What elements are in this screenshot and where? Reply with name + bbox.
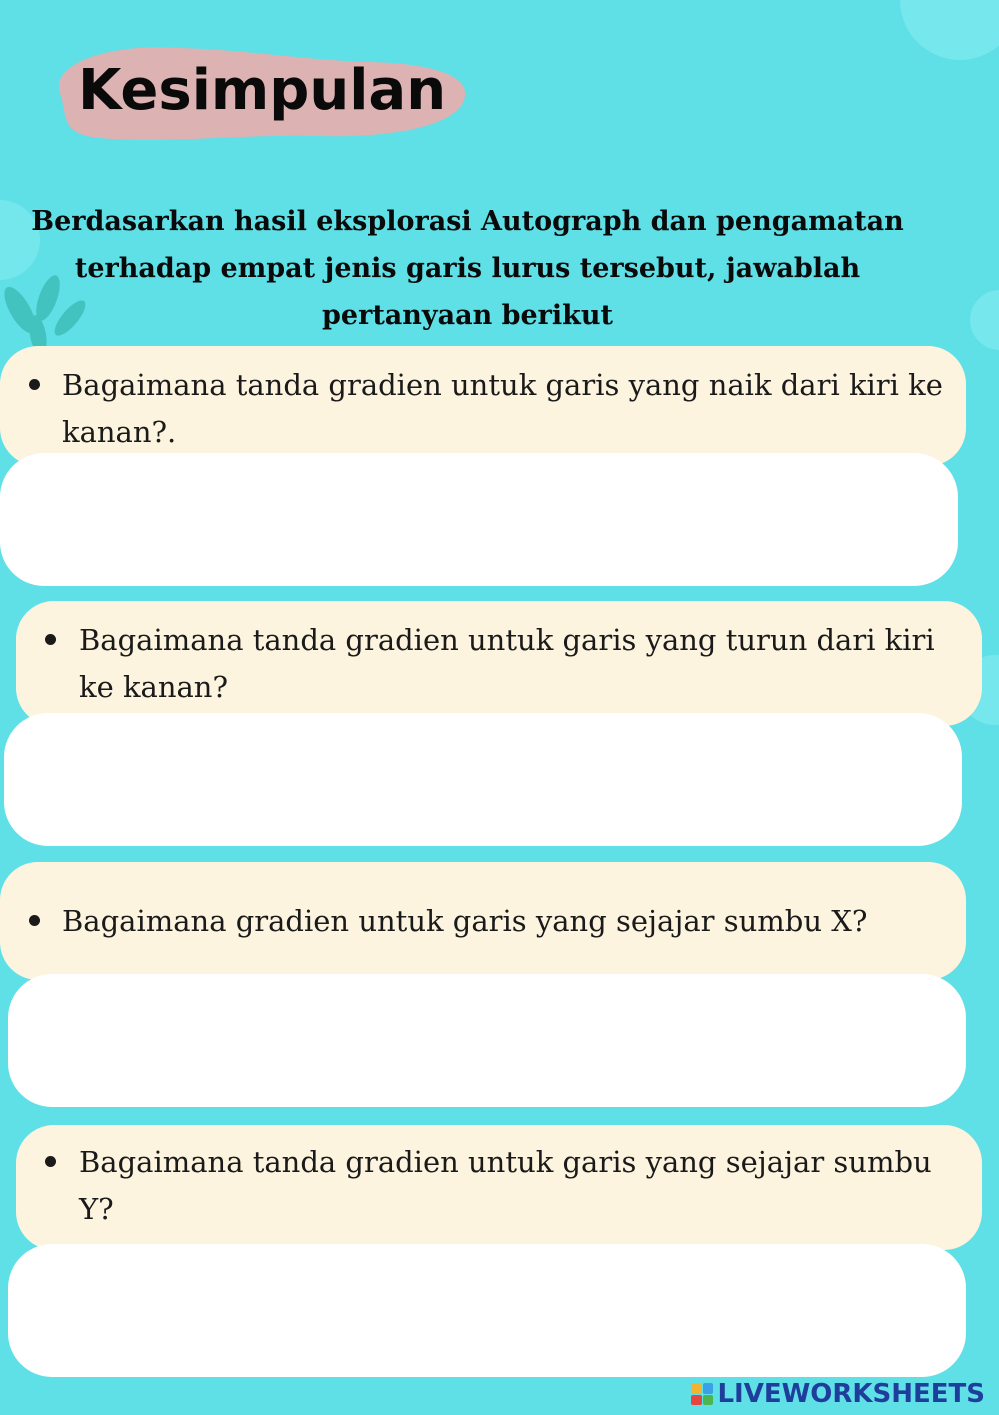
bullet-icon [29, 915, 40, 926]
question-text-4: Bagaimana tanda gradien untuk garis yang sejajar sumbu Y? [79, 1145, 932, 1226]
bullet-icon [45, 1156, 56, 1167]
liveworksheets-logo-icon [691, 1383, 713, 1405]
bullet-icon [45, 634, 56, 645]
question-text-3: Bagaimana gradien untuk garis yang sejajar sumbu X? [62, 904, 868, 938]
brand-name: LIVEWORKSHEETS [717, 1379, 985, 1409]
bullet-icon [29, 379, 40, 390]
answer-input-1[interactable] [0, 453, 958, 586]
answer-input-2[interactable] [4, 713, 962, 846]
question-text-2: Bagaimana tanda gradien untuk garis yang turun dari kiri ke kanan? [79, 623, 935, 704]
answer-input-3[interactable] [8, 974, 966, 1107]
question-text-1: Bagaimana tanda gradien untuk garis yang naik dari kiri ke kanan?. [62, 368, 943, 449]
answer-input-4[interactable] [8, 1244, 966, 1377]
liveworksheets-brand[interactable] [691, 1379, 985, 1409]
page-title: Kesimpulan [78, 58, 447, 123]
instruction-text: Berdasarkan hasil eksplorasi Autograph dan pengamatan terhadap empat jenis garis lurus tersebut, jawablah pertanyaan berikut [31, 206, 904, 331]
